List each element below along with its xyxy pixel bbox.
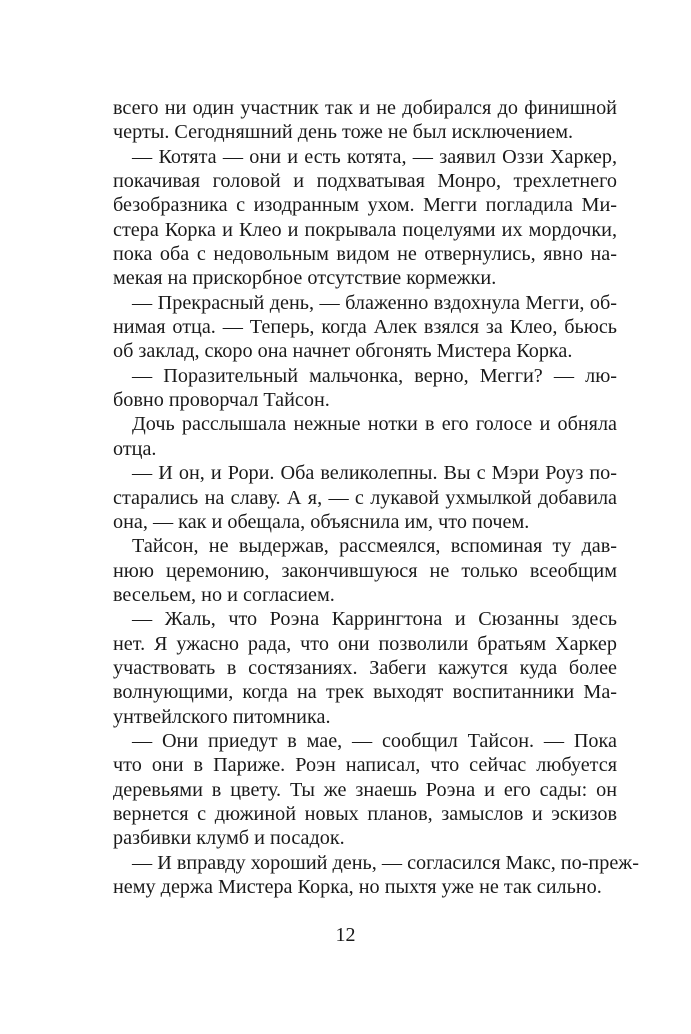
text-line: деревьями в цвету. Ты же знаешь Роэна и его сады: он (113, 778, 617, 801)
text-line: нюю церемонию, закончившуюся не только всеобщим (113, 559, 617, 582)
text-line: всего ни один участник так и не добирался до финишной (113, 97, 617, 119)
text-line: — Поразительный мальчонка, верно, Мегги? — лю- (132, 364, 617, 387)
text-line: вернется с дюжиной новых планов, замыслов и эскизов (113, 802, 617, 825)
text-line: отца. (113, 437, 157, 460)
text-line: участвовать в состязаниях. Забеги кажутся куда более (113, 656, 617, 679)
text-line: старались на славу. А я, — с лукавой ухмылкой добавила (113, 486, 617, 509)
text-line: пока оба с недовольным видом не отвернулись, явно на- (113, 243, 617, 266)
page-number: 12 (335, 924, 356, 946)
text-line: — Котята — они и есть котята, — заявил Оззи Харкер, (132, 145, 617, 168)
text-line: безобразника с изодранным ухом. Мегги погладила Ми- (113, 194, 617, 217)
text-line: — И он, и Рори. Оба великолепны. Вы с Мэри Роуз по- (132, 462, 617, 485)
text-line: нимая отца. — Теперь, когда Алек взялся за Клео, бьюсь (113, 316, 617, 339)
text-line: покачивая головой и подхватывая Монро, трехлетнего (113, 170, 617, 193)
body-text (113, 96, 639, 899)
text-line: что они в Париже. Роэн написал, что сейчас любуется (113, 754, 617, 777)
text-line: бовно проворчал Тайсон. (113, 389, 330, 412)
text-line: — И вправду хороший день, — согласился Макс, по-преж- (132, 851, 639, 874)
text-line: мекая на прискорбное отсутствие кормежки. (113, 267, 497, 290)
text-line: Дочь расслышала нежные нотки в его голосе и обняла (132, 413, 617, 436)
text-line: стера Корка и Клео и покрывала поцелуями их мордочки, (113, 218, 617, 241)
text-line: Тайсон, не выдержав, рассмеялся, вспоминая ту дав- (132, 535, 617, 558)
text-line: — Прекрасный день, — блаженно вздохнула Мегги, об- (132, 291, 617, 314)
text-line: она, — как и обещала, объяснила им, что почем. (113, 510, 530, 533)
text-line: разбивки клумб и посадок. (113, 827, 345, 850)
text-line: нет. Я ужасно рада, что они позволили братьям Харкер (113, 632, 617, 655)
text-line: об заклад, скоро она начнет обгонять Мистера Корка. (113, 340, 573, 363)
text-line: — Они приедут в мае, — сообщил Тайсон. — Пока (132, 729, 617, 752)
text-line: весельем, но и согласием. (113, 583, 335, 606)
text-line: черты. Сегодняшний день тоже не был исключением. (113, 121, 574, 144)
text-line: волнующими, когда на трек выходят воспитанники Ма- (113, 681, 617, 704)
text-line: нему держа Мистера Корка, но пыхтя уже не так сильно. (113, 876, 602, 898)
text-line: унтвейлского питомника. (113, 705, 331, 728)
text-line: — Жаль, что Роэна Каррингтона и Сюзанны здесь (132, 608, 617, 631)
